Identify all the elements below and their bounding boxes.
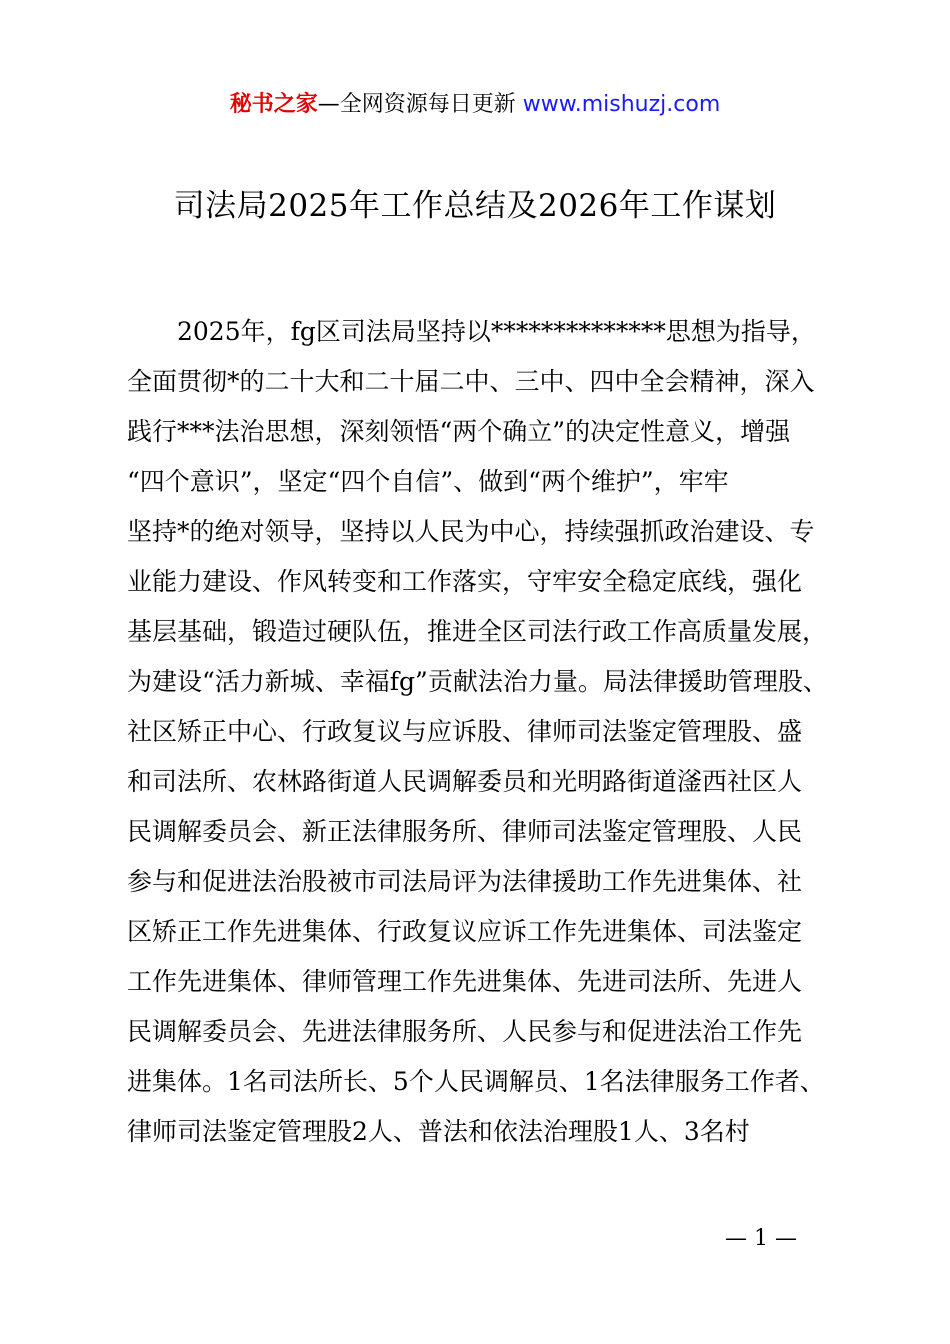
body-line: 民调解委员会、先进法律服务所、人民参与和促进法治工作先 [127, 1017, 803, 1046]
body-line: 坚持*的绝对领导，坚持以人民为中心，持续强抓政治建设、专 [127, 517, 815, 546]
document-title: 司法局2025年工作总结及2026年工作谋划 [173, 188, 777, 224]
body-line: 律师司法鉴定管理股2人、普法和依法治理股1人、3名村 [127, 1117, 750, 1146]
site-tagline: —全网资源每日更新 [317, 92, 523, 117]
site-header [0, 88, 950, 122]
body-line: 全面贯彻*的二十大和二十届二中、三中、四中全会精神，深入 [127, 367, 815, 396]
page-number: — 1 — [725, 1226, 797, 1251]
body-line: 工作先进集体、律师管理工作先进集体、先进司法所、先进人 [127, 967, 803, 996]
body-line: “四个意识”，坚定“四个自信”、做到“两个维护”，牢牢 [127, 467, 729, 496]
body-line: 和司法所、农林路街道人民调解委员和光明路街道滏西社区人 [127, 767, 803, 796]
body-line: 业能力建设、作风转变和工作落实，守牢安全稳定底线，强化 [127, 567, 803, 596]
body-line: 社区矫正中心、行政复议与应诉股、律师司法鉴定管理股、盛 [127, 717, 803, 746]
body-line: 进集体。1名司法所长、5个人民调解员、1名法律服务工作者、 [127, 1067, 825, 1096]
body-line: 区矫正工作先进集体、行政复议应诉工作先进集体、司法鉴定 [127, 917, 803, 946]
document-body [127, 307, 847, 1157]
site-brand: 秘书之家 [229, 92, 318, 117]
body-line: 2025年，fg区司法局坚持以**************思想为指导， [177, 317, 816, 346]
body-line: 为建设“活力新城、幸福fg”贡献法治力量。局法律援助管理股、 [127, 667, 828, 696]
body-line: 民调解委员会、新正法律服务所、律师司法鉴定管理股、人民 [127, 817, 803, 846]
body-line: 践行***法治思想，深刻领悟“两个确立”的决定性意义，增强 [127, 417, 791, 446]
body-line: 参与和促进法治股被市司法局评为法律援助工作先进集体、社 [127, 867, 803, 896]
body-line: 基层基础，锻造过硬队伍，推进全区司法行政工作高质量发展， [127, 617, 828, 646]
site-url-link[interactable]: www.mishuzj.com [522, 92, 721, 117]
